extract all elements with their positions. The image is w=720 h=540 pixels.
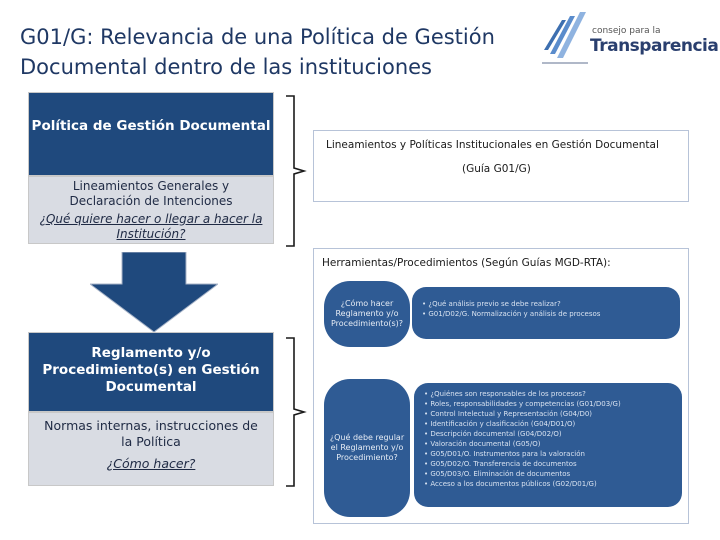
bubble2-line-1: • Roles, responsabilidades y competencias (G01/D03/G) [424, 400, 621, 408]
bubble2-line-8: • G05/D03/O. Eliminación de documentos [424, 470, 571, 478]
bubble2-line-3: • Identificación y clasificación (G04/D01/O) [424, 420, 576, 428]
tools-panel-title: Herramientas/Procedimientos (Según Guías MGD-RTA): [322, 257, 611, 269]
what-to-regulate-oval: ¿Qué debe regular el Reglamento y/o Procedimiento? [324, 379, 410, 517]
consejo-transparencia-logo [540, 10, 719, 66]
tools-panel [313, 248, 689, 524]
slide-title-line2: Documental dentro de las instituciones [20, 55, 433, 79]
bubble2-line-7: • G05/D02/O. Transferencia de documentos [424, 460, 577, 468]
policy-guidelines-text: Lineamientos Generales y Declaración de Intenciones [69, 179, 233, 208]
how-to-oval: ¿Cómo hacer Reglamento y/o Procedimiento(s)? [324, 281, 410, 347]
policy-guidelines-box [28, 176, 274, 244]
logo-mark-icon [540, 10, 590, 66]
guidelines-panel-title: Lineamientos y Políticas Institucionales en Gestión Documental [326, 139, 659, 151]
left-diagram [28, 92, 276, 488]
bubble1-line-0: • ¿Qué análisis previo se debe realizar? [422, 300, 561, 308]
logo-small-text: consejo para la [592, 26, 661, 36]
regulation-question: ¿Cómo hacer? [106, 456, 196, 471]
prior-analysis-bubble [412, 287, 680, 339]
regulation-norms-text: Normas internas, instrucciones de la Política [44, 418, 258, 449]
regulation-topics-bubble [414, 383, 682, 507]
down-arrow-icon [90, 252, 218, 332]
bubble1-line-1: • G01/D02/G. Normalización y análisis de procesos [422, 310, 601, 318]
bubble2-line-6: • G05/D01/O. Instrumentos para la valoración [424, 450, 585, 458]
guidelines-panel [313, 130, 689, 202]
guidelines-panel-ref: (Guía G01/G) [462, 163, 531, 175]
logo-big-text: Transparencia [590, 36, 719, 56]
slide-title-line1: G01/G: Relevancia de una Política de Gestión [20, 25, 495, 49]
brace-bottom-icon [284, 336, 308, 488]
bubble2-line-2: • Control Intelectual y Representación (G04/D0) [424, 410, 593, 418]
bubble2-line-5: • Valoración documental (G05/O) [424, 440, 541, 448]
brace-top-icon [284, 94, 308, 248]
policy-title-box: Política de Gestión Documental [28, 92, 274, 176]
bubble2-line-9: • Acceso a los documentos públicos (G02/D01/G) [424, 480, 597, 488]
policy-question: ¿Qué quiere hacer o llegar a hacer la Institución? [39, 212, 263, 241]
regulation-title-box: Reglamento y/o Procedimiento(s) en Gestión Documental [28, 332, 274, 412]
regulation-norms-box [28, 412, 274, 486]
slide-title [20, 22, 540, 82]
bubble2-line-4: • Descripción documental (G04/D02/O) [424, 430, 562, 438]
bubble2-line-0: • ¿Quiénes son responsables de los procesos? [424, 390, 586, 398]
